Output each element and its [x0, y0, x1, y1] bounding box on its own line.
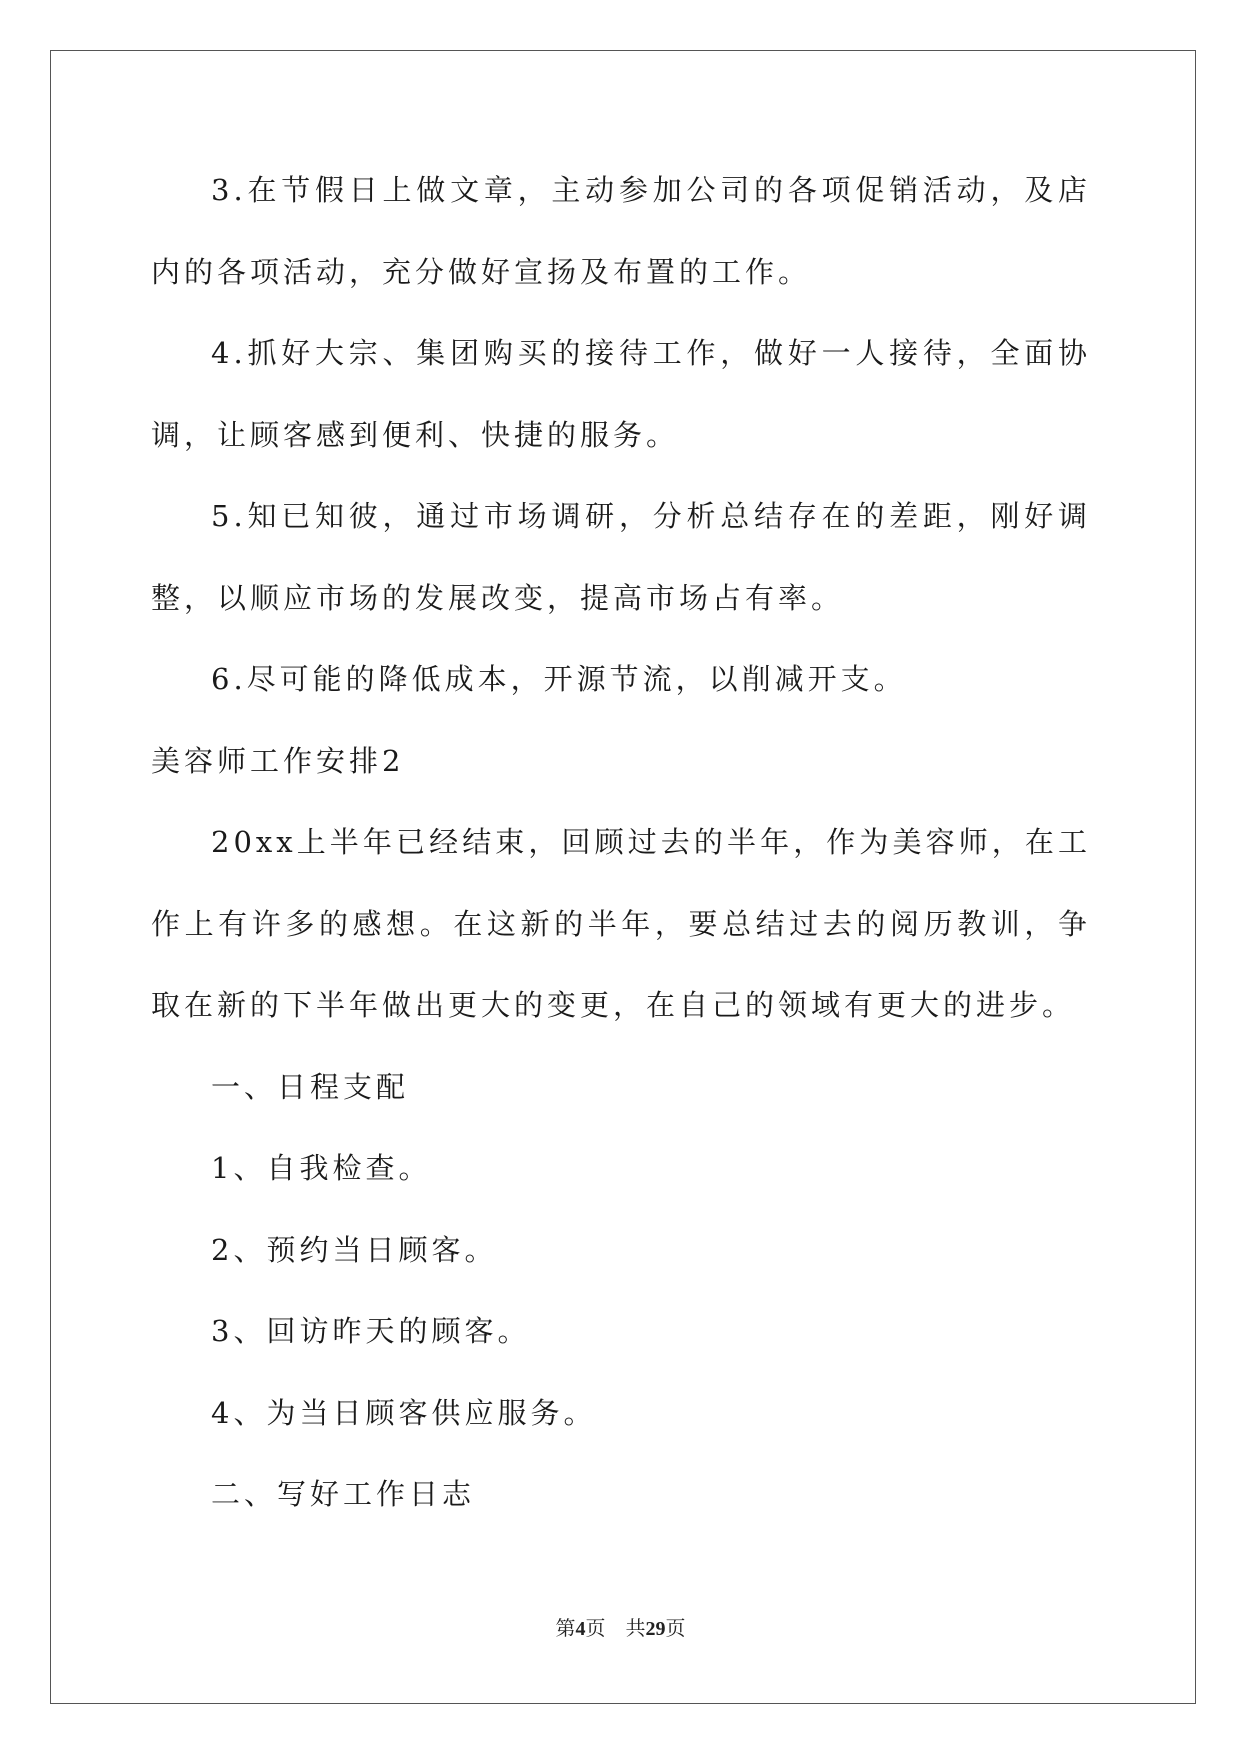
document-body [151, 150, 1091, 1536]
list-item: 二、写好工作日志 [211, 1477, 476, 1511]
footer-total-suffix: 页 [665, 1618, 686, 1640]
footer-total-prefix: 共 [625, 1618, 646, 1640]
list-item: 1、自我检查。 [211, 1151, 432, 1185]
paragraph-6: 6.尽可能的降低成本，开源节流，以削减开支。 [211, 662, 907, 696]
list-item: 4、为当日顾客供应服务。 [211, 1395, 597, 1430]
list-item: 一、日程支配 [211, 1069, 410, 1104]
intro-paragraph: 20xx上半年已经结束，回顾过去的半年，作为美容师，在工作上有许多的感想。在这新的半年，要总结过去的阅历教训，争取在新的下半年做出更大的变更，在自己的领域有更大的进步。 [151, 825, 1091, 1022]
section-title: 美容师工作安排2 [151, 743, 405, 778]
footer-total-pages: 29 [645, 1618, 666, 1640]
paragraph-5: 5.知已知彼，通过市场调研，分析总结存在的差距，刚好调整，以顺应市场的发展改变，提高市场占有率。 [151, 499, 1091, 615]
footer-page-number: 4 [575, 1618, 586, 1640]
list-item: 2、预约当日顾客。 [211, 1232, 498, 1267]
footer-page-suffix: 页 [585, 1618, 606, 1640]
footer-page-prefix: 第 [555, 1618, 576, 1640]
list-item: 3、回访昨天的顾客。 [211, 1314, 531, 1348]
paragraph-4: 4.抓好大宗、集团购买的接待工作，做好一人接待，全面协调，让顾客感到便利、快捷的服务。 [151, 336, 1091, 452]
page-footer [0, 1612, 1241, 1641]
paragraph-3: 3.在节假日上做文章，主动参加公司的各项促销活动，及店内的各项活动，充分做好宣扬及布置的工作。 [151, 173, 1091, 289]
